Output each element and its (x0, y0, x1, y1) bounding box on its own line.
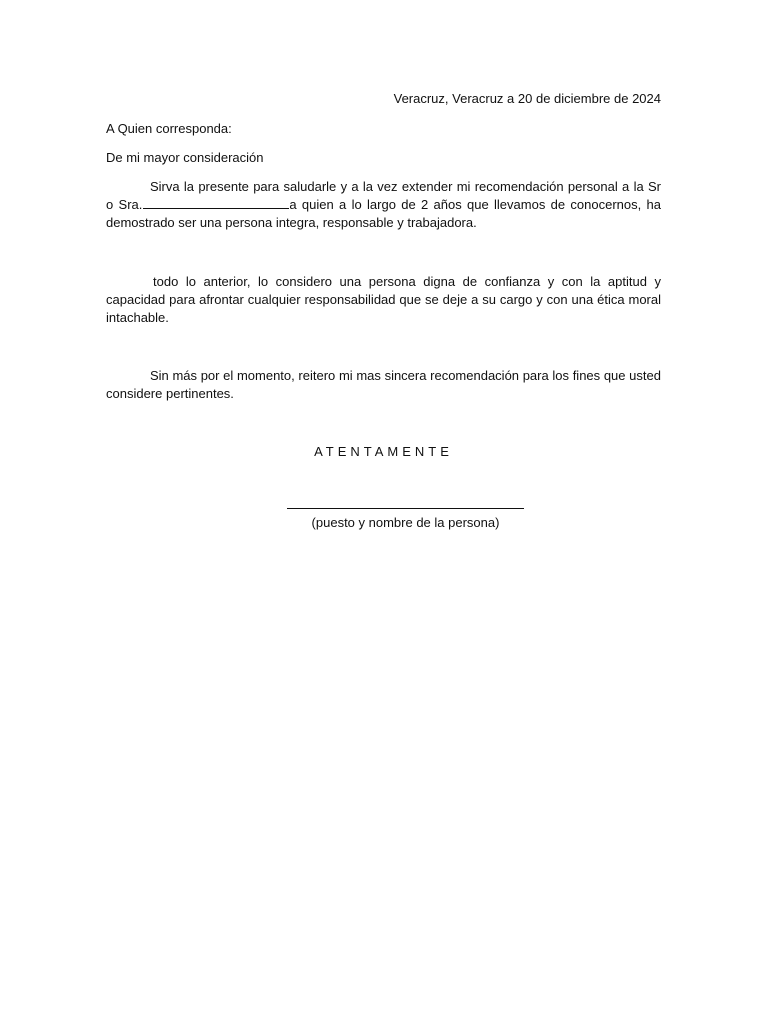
paragraph-closing-remarks: Sin más por el momento, reitero mi mas sincera recomendación para los fines que usted considere pertinentes. (106, 368, 661, 401)
paragraph-1-end: a quien a lo largo de 2 años que llevamos de conocernos, ha demostrado ser una persona integra, responsable y trabajadora. (106, 197, 661, 230)
name-blank-line (143, 196, 289, 209)
date-line: Veracruz, Veracruz a 20 de diciembre de 2024 (393, 91, 661, 106)
paragraph-qualities: todo lo anterior, lo considero una persona digna de confianza y con la aptitud y capacidad para afrontar cualquier responsabilidad que se deje a su cargo y con una ética moral intachable. (106, 274, 661, 325)
closing-atentamente: ATENTAMENTE (314, 444, 453, 459)
salutation: A Quien corresponda: (106, 121, 232, 136)
consideration-line: De mi mayor consideración (106, 150, 264, 165)
signature-line (287, 508, 524, 509)
signature-caption: (puesto y nombre de la persona) (311, 515, 500, 530)
letter-body (106, 90, 661, 474)
paragraph-1-start: Sirva la presente para saludarle y a la vez extender mi recomendación personal a la Sr o Sra. (106, 179, 661, 212)
paragraph-recommendation (106, 178, 661, 232)
